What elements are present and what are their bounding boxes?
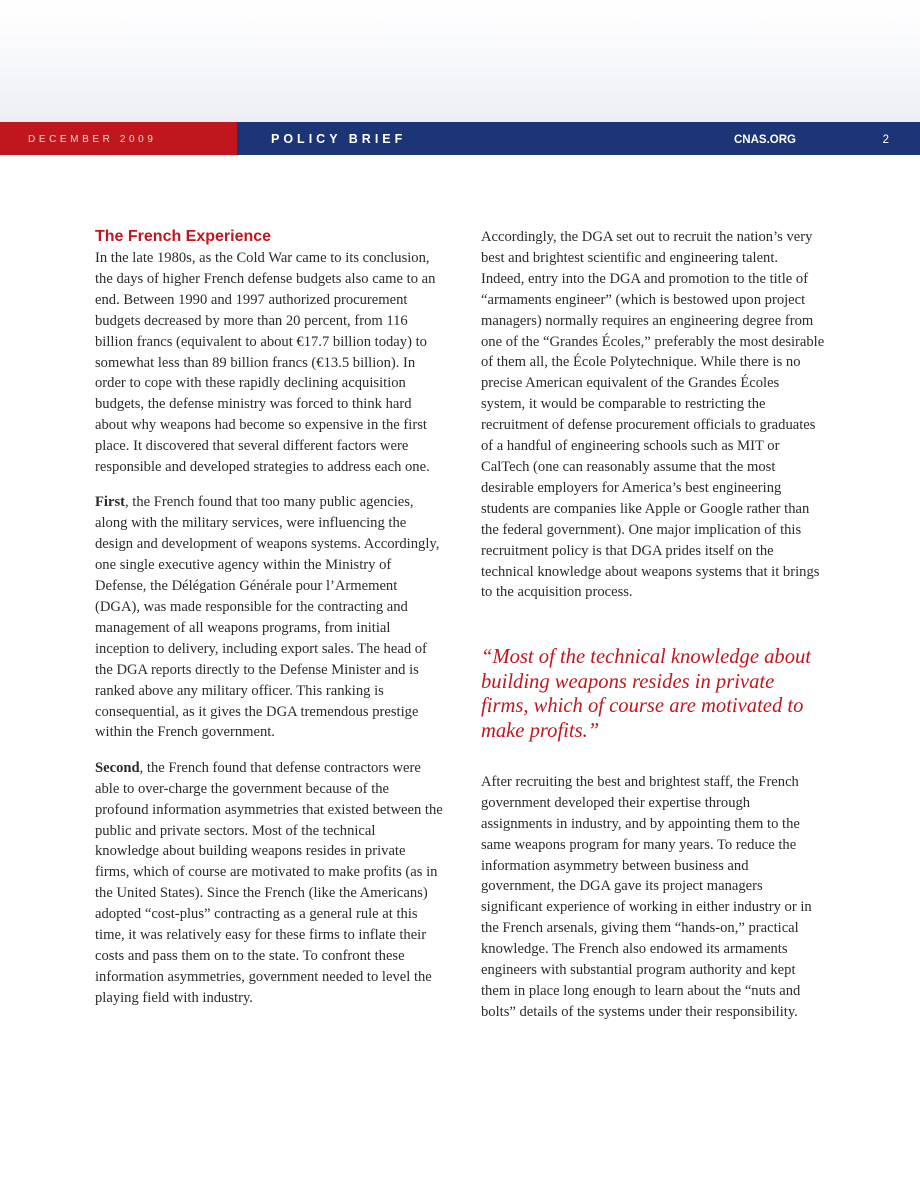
header-page-number: 2 bbox=[882, 134, 889, 146]
body-paragraph-first bbox=[95, 492, 443, 743]
page-top-band bbox=[0, 0, 920, 122]
header-site-link[interactable]: CNAS.ORG bbox=[734, 134, 796, 146]
section-heading: The French Experience bbox=[95, 228, 272, 245]
body-paragraph-intro bbox=[95, 248, 443, 478]
body-paragraph-recruitment: Accordingly, the DGA set out to recruit the nation’s very best and brightest scientific and engineering talent. Indeed, entry into the DGA and promotion to the title of “armaments engineer” (which is bestowed upon project managers) normally requires an engineering degree from one of the “Grandes Écoles,” preferably the most desirable of them all, the École Polytechnique. While there is no precise American equivalent of the Grandes Écoles system, it would be comparable to restricting the recruitment of defense procurement officials to graduates of a handful of engineering schools such as MIT or CalTech (one can reasonably assume that the most desirable employers for America’s best engineering students are companies like Apple or Google rather than the federal government). One major implication of this recruitment policy is that DGA prides itself on the technical knowledge about weapons systems that it brings to the acquisition process. bbox=[481, 229, 825, 601]
header-publication: POLICY BRIEF bbox=[271, 132, 407, 146]
pull-quote: “Most of the technical knowledge about building weapons resides in private firms, which of course are motivated to make profits.” bbox=[481, 646, 812, 742]
paragraph-lead: First bbox=[95, 494, 125, 511]
paragraph-text: , the French found that too many public agencies, along with the military services, were influencing the design and development of weapons systems. Accordingly, one single executive agency within the Ministry of Defense, the Délégation Générale pour l’Armement (DGA), was made responsible for the contracting and management of all weapons programs, from initial inception to delivery, including export sales. The head of the DGA reports directly to the Defense Minister and is ranked above any military officer. This ranking is consequential, as it gives the DGA tremendous prestige within the French government. bbox=[95, 494, 440, 741]
header-right-band bbox=[237, 122, 920, 155]
left-column bbox=[95, 227, 443, 1009]
page-header bbox=[0, 122, 920, 155]
paragraph-lead: Second bbox=[95, 759, 140, 776]
right-column bbox=[481, 227, 825, 1023]
body-paragraph-expertise: After recruiting the best and brightest staff, the French government developed their expertise through assignments in industry, and by appointing them to the same weapons program for many years. To reduce the information asymmetry between business and government, the DGA gave its project managers significant experience of working in either industry or in the French arsenals, giving them “hands-on,” practical knowledge. The French also endowed its armaments engineers with substantial program authority and kept them in place long enough to learn about the “nuts and bolts” details of the systems under their responsibility. bbox=[481, 773, 812, 1020]
body-paragraph-second bbox=[95, 758, 443, 1009]
header-date: DECEMBER 2009 bbox=[0, 122, 237, 155]
paragraph-text: , the French found that defense contractors were able to over-charge the government because of the profound information asymmetries that existed between the public and private sectors. Most of the technical knowledge about building weapons resides in private firms, which of course are motivated to make profits (as in the United States). Since the French (like the Americans) adopted “cost-plus” contracting as a general rule at this time, it was relatively easy for these firms to inflate their costs and pass them on to the state. To confront these information asymmetries, government needed to level the playing field with industry. bbox=[95, 759, 443, 1006]
paragraph-text: In the late 1980s, as the Cold War came to its conclusion, the days of higher French defense budgets also came to an end. Between 1990 and 1997 authorized procurement budgets decreased by more than 20 percent, from 116 billion francs (equivalent to about €17.7 billion today) to somewhat less than 89 billion francs (€13.5 billion). In order to cope with these rapidly declining acquisition budgets, the defense ministry was forced to think hard about why weapons had become so expensive in the first place. It discovered that several different factors were responsible and developed strategies to address each one. bbox=[95, 250, 436, 476]
